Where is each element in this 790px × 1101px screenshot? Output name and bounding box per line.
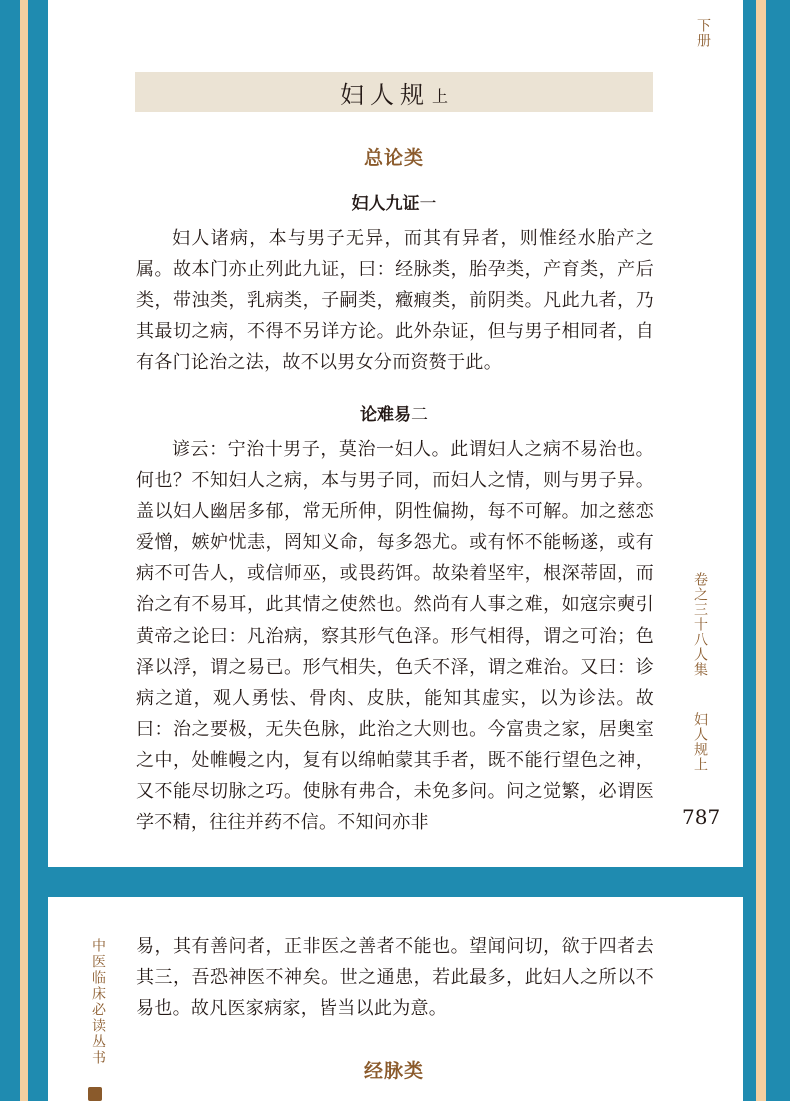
section-heading-meridian: 经脉类 [363, 1060, 424, 1082]
right-border-stripe [756, 0, 766, 1101]
right-border-band [766, 0, 790, 1101]
article-heading-difficulty [135, 400, 653, 425]
page-number: 787 [682, 805, 721, 829]
series-title: 中医临床必读丛书 [90, 938, 106, 1066]
article-number: 二 [411, 405, 428, 425]
left-border-stripe [20, 0, 28, 1101]
chapter-title-bar [135, 72, 653, 112]
article-body-difficulty: 谚云：宁治十男子，莫治一妇人。此谓妇人之病不易治也。何也？不知妇人之病，本与男子同，而妇人之情，则与男子异。盖以妇人幽居多郁，常无所伸，阴性偏拗，每不可解。加之慈恋爱憎，嫉妒忧恚，罔知义命，每多怨尤。或有怀不能畅遂，或有病不可告人，或信师巫，或畏药饵。故染着坚牢，根深蒂固，而治之有不易耳，此其情之使然也。然尚有人事之难，如寇宗奭引黄帝之论曰：凡治病，察其形气色泽。形气相得，谓之可治；色泽以浮，谓之易已。形气相失，色夭不泽，谓之难治。又曰：诊病之道，观人勇怯、骨肉、皮肤，能知其虚实，以为诊法。故曰：治之要极，无失色脉，此治之大则也。今富贵之家，居奥室之中，处帷幔之内，复有以绵帕蒙其手者，既不能行望色之神，又不能尽切脉之巧。使脉有弗合，未免多问。问之觉繁，必谓医学不精，往往并药不信。不知问亦非 [136, 439, 654, 834]
article-title: 论难易 [360, 405, 411, 425]
article-title: 妇人九证 [351, 194, 420, 214]
article-body-nine-syndromes: 妇人诸病，本与男子无异，而其有异者，则惟经水胎产之属。故本门亦止列此九证，曰：经脉类，胎孕类，产育类，产后类，带浊类，乳病类，子嗣类，癥瘕类，前阴类。凡此九者，乃其最切之病，不得不另详方论。此外杂证，但与男子相同者，自有各门论治之法，故不以男女分而资赘于此。 [136, 228, 654, 374]
running-header-chapter: 卷之三十八人集 [692, 572, 708, 677]
chapter-title: 妇人规 [339, 80, 430, 109]
volume-marker: 下册 [695, 18, 711, 48]
running-header-section: 妇人规上 [692, 712, 708, 772]
article-heading-nine-syndromes [135, 189, 653, 214]
article-number: 一 [419, 194, 437, 214]
right-border-band-inner [743, 0, 756, 1101]
article-body-difficulty-continued: 易，其有善问者，正非医之善者不能也。望闻问切，欲于四者去其三，吾恐神医不神矣。世之通患，若此最多，此妇人之所以不易也。故凡医家病家，皆当以此为意。 [136, 936, 654, 1020]
section-heading-general: 总论类 [363, 147, 424, 169]
chapter-title-suffix: 上 [431, 86, 448, 106]
seal-mark [88, 1087, 102, 1101]
left-border-band-inner [28, 0, 48, 1101]
left-border-band [0, 0, 20, 1101]
page-separator [48, 867, 743, 897]
